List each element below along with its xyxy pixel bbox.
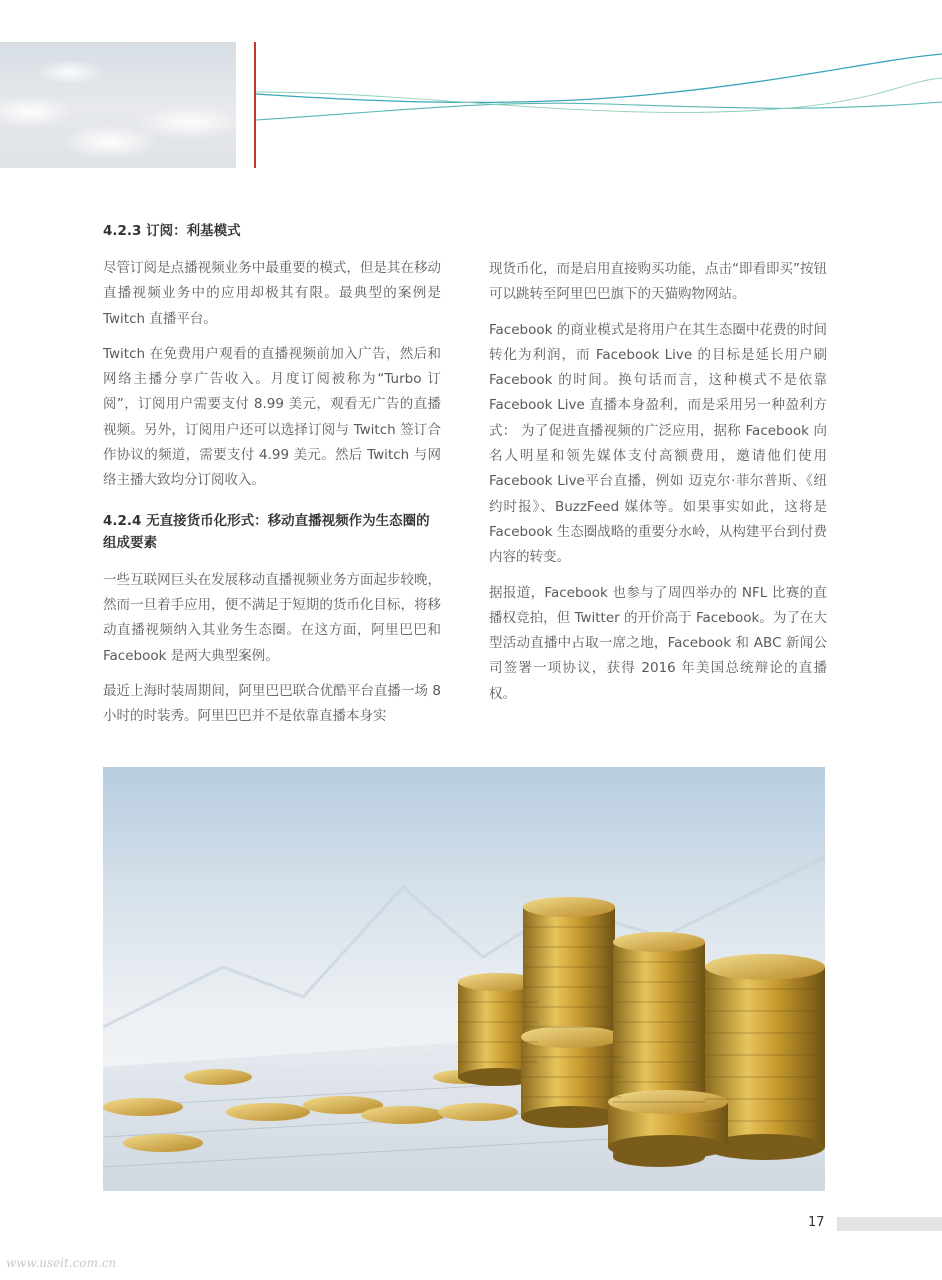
section-heading-4-2-3: 4.2.3 订阅：利基模式 — [103, 223, 241, 239]
paragraph: 一些互联网巨头在发展移动直播视频业务方面起步较晚，然而一旦着手应用，便不满足于短期的货币化目标，将移动直播视频纳入其业务生态圈。在这方面，阿里巴巴和 Facebook 是两大典型案例。 — [103, 571, 441, 664]
right-column — [489, 257, 827, 717]
left-column — [103, 220, 441, 739]
header-wave-lines — [256, 42, 942, 168]
coin-stacks-illustration — [103, 767, 825, 1191]
paragraph: 尽管订阅是点播视频业务中最重要的模式，但是其在移动直播视频业务中的应用却极其有限。最典型的案例是 Twitch 直播平台。 — [103, 260, 441, 327]
section-heading-4-2-4: 4.2.4 无直接货币化形式：移动直播视频作为生态圈的组成要素 — [103, 512, 430, 551]
header-sky-image — [0, 42, 236, 168]
paragraph: Facebook 的商业模式是将用户在其生态圈中花费的时间转化为利润，而 Facebook Live 的目标是延长用户刷 Facebook 的时间。换句话而言，这种模式不是依靠 Facebook Live 直播本身盈利，而是采用另一种盈利方式： 为了促进直播视频的广泛应用，据称 Facebook 向名人明星和领先媒体支付高额费用，邀请他们使用Facebook Live平台直播，例如 迈克尔·菲尔普斯、《纽约时报》、BuzzFeed 媒体等。如果事实如此，这将是 Facebook 生态圈战略的重要分水岭，从构建平台到付费内容的转变。 — [489, 321, 827, 566]
paragraph: 据报道，Facebook 也参与了周四举办的 NFL 比赛的直播权竞拍，但 Twitter 的开价高于 Facebook。为了在大型活动直播中占取一席之地，Facebook 和 ABC 新闻公司签署一项协议，获得 2016 年美国总统辩论的直播权。 — [489, 584, 827, 702]
paragraph: Twitch 在免费用户观看的直播视频前加入广告，然后和网络主播分享广告收入。月度订阅被称为“Turbo 订阅”，订阅用户需要支付 8.99 美元，观看无广告的直播视频。另外，订阅用户还可以选择订阅与 Twitch 签订合作协议的频道，需要支付 4.99 美元。然后 Twitch 与网络主播大致均分订阅收入。 — [103, 345, 441, 489]
paragraph: 最近上海时装周期间，阿里巴巴联合优酷平台直播一场 8 小时的时装秀。阿里巴巴并不是依靠直播本身实 — [103, 682, 441, 725]
page-number: 17 — [808, 1215, 825, 1230]
watermark: www.useit.com.cn — [6, 1256, 117, 1270]
paragraph: 现货币化，而是启用直接购买功能，点击“即看即买”按钮可以跳转至阿里巴巴旗下的天猫购物网站。 — [489, 261, 827, 303]
page-number-bar — [837, 1217, 942, 1231]
coins-photo — [103, 767, 825, 1191]
